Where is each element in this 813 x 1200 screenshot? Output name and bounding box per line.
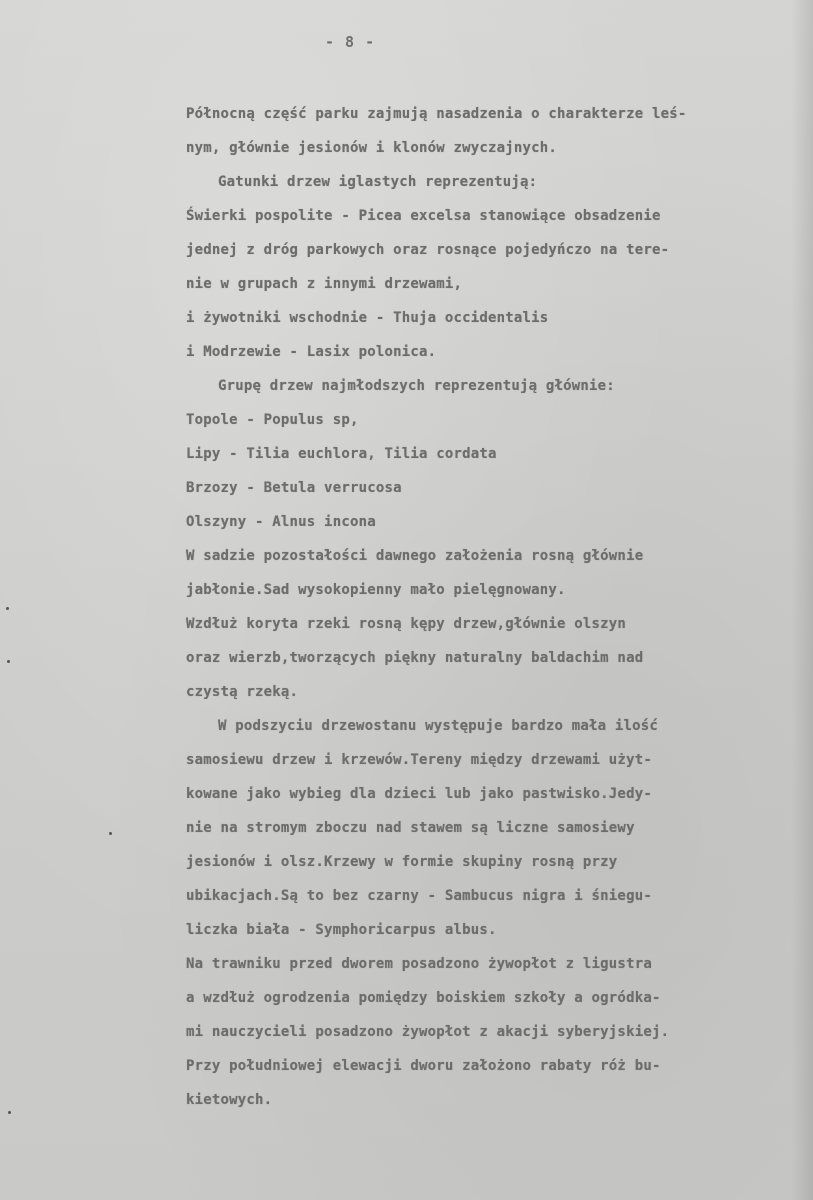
page-edge-shadow: [791, 0, 813, 1200]
text-line: nie na stromym zboczu nad stawem są liczne samosiewy: [186, 820, 635, 836]
text-line: Brzozy - Betula verrucosa: [186, 480, 402, 496]
scan-speck: [6, 607, 9, 610]
text-line: jabłonie.Sad wysokopienny mało pielęgnowany.: [186, 582, 566, 598]
text-line: nie w grupach z innymi drzewami,: [186, 276, 463, 292]
text-line: Olszyny - Alnus incona: [186, 514, 376, 530]
text-line: Północną część parku zajmują nasadzenia o charakterze leś-: [186, 106, 687, 122]
text-line: liczka biała - Symphoricarpus albus.: [186, 922, 497, 938]
text-line: jednej z dróg parkowych oraz rosnące pojedyńczo na tere-: [186, 242, 670, 258]
text-line: i Modrzewie - Lasix polonica.: [186, 344, 437, 360]
text-line: Grupę drzew najmłodszych reprezentują głównie:: [218, 378, 615, 394]
page-number: - 8 -: [325, 33, 376, 51]
text-line: Przy południowej elewacji dworu założono rabaty róż bu-: [186, 1058, 661, 1074]
text-line: Lipy - Tilia euchlora, Tilia cordata: [186, 446, 497, 462]
text-line: a wzdłuż ogrodzenia pomiędzy boiskiem szkoły a ogródka-: [186, 990, 661, 1006]
text-line: W podszyciu drzewostanu występuje bardzo mała ilość: [218, 718, 659, 734]
text-line: jesionów i olsz.Krzewy w formie skupiny rosną przy: [186, 854, 618, 870]
text-line: mi nauczycieli posadzono żywopłot z akacji syberyjskiej.: [186, 1024, 670, 1040]
text-line: Topole - Populus sp,: [186, 412, 359, 428]
text-line: Na trawniku przed dworem posadzono żywopłot z ligustra: [186, 956, 652, 972]
text-line: kietowych.: [186, 1092, 273, 1108]
text-line: czystą rzeką.: [186, 684, 299, 700]
text-line: i żywotniki wschodnie - Thuja occidentalis: [186, 310, 549, 326]
text-line: samosiewu drzew i krzewów.Tereny między drzewami użyt-: [186, 752, 652, 768]
body-text: [186, 97, 786, 1117]
scan-speck: [109, 832, 112, 835]
text-line: nym, głównie jesionów i klonów zwyczajnych.: [186, 140, 558, 156]
scan-speck: [7, 660, 10, 663]
text-line: Wzdłuż koryta rzeki rosną kępy drzew,głównie olszyn: [186, 616, 627, 632]
text-line: oraz wierzb,tworzących piękny naturalny baldachim nad: [186, 650, 644, 666]
text-line: Gatunki drzew iglastych reprezentują:: [218, 174, 538, 190]
scan-speck: [8, 1111, 11, 1114]
text-line: W sadzie pozostałości dawnego założenia rosną głównie: [186, 548, 644, 564]
text-line: ubikacjach.Są to bez czarny - Sambucus nigra i śniegu-: [186, 888, 652, 904]
text-line: Świerki pospolite - Picea excelsa stanowiące obsadzenie: [186, 208, 661, 224]
text-line: kowane jako wybieg dla dzieci lub jako pastwisko.Jedy-: [186, 786, 652, 802]
